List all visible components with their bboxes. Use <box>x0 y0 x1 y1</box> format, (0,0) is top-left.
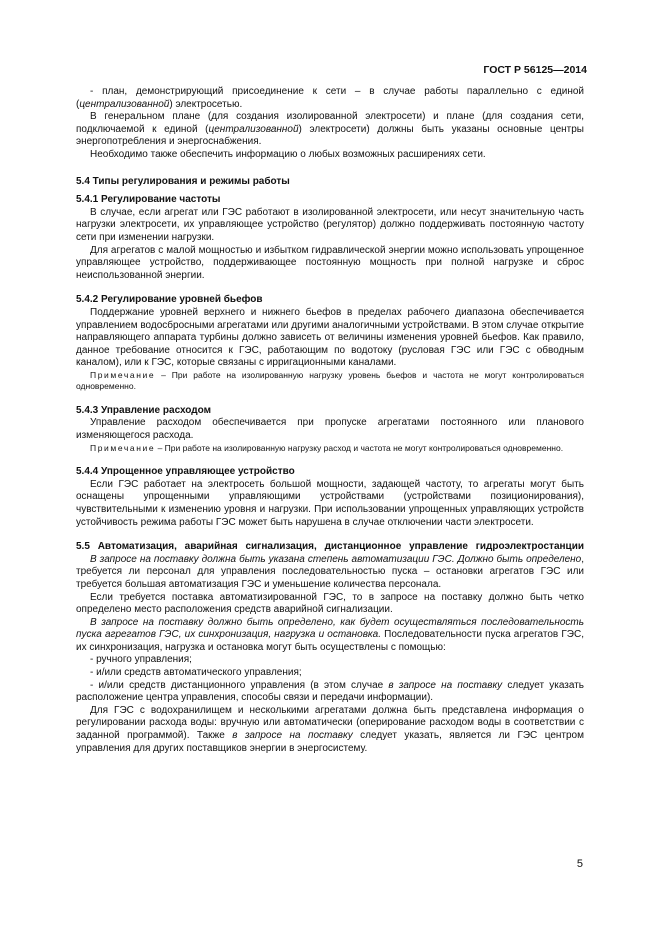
section-5-4-1-paragraph-1: В случае, если агрегат или ГЭС работают в изолированной электросети, или несут значительную часть нагрузки электросети, их управляющее устройство (регулятор) должно поддерживать постоянную частоту сети при изменении нагрузки. <box>76 206 584 243</box>
list-item: - ручного управления; <box>90 654 192 666</box>
section-5-4-2-title: 5.4.2 Регулирование уровней бьефов <box>76 294 263 306</box>
intro-paragraph-2: В генеральном плане (для создания изолированной электросети) и плане (для создания сети, подключаемой к единой (централизованной) электросети) должны быть указаны основные центры энергопотребления и энергоснабжения. <box>76 111 584 148</box>
section-5-4-2-paragraph-1: Поддержание уровней верхнего и нижнего бьефов в пределах рабочего диапазона обеспечивается управлением водосбросными агрегатами или другими аналогичными устройствами. В этом случае открытие направляющего аппарата турбины должно зависеть от величины изменения уровней бьефов. Как правило, данное требование относится к ГЭС, работающим по водотоку (русловая ГЭС или ГЭС с обводным каналом), или к ГЭС, которые связаны с ирригационными каналами. <box>76 306 584 369</box>
section-5-4-1-title: 5.4.1 Регулирование частоты <box>76 194 221 206</box>
section-5-4-4-title: 5.4.4 Упрощенное управляющее устройство <box>76 466 295 478</box>
document-code: ГОСТ Р 56125—2014 <box>483 64 587 76</box>
note-label: Примечание <box>90 369 156 380</box>
section-5-4-3-paragraph-1: Управление расходом обеспечивается при пропуске агрегатами постоянного или планового изменяющегося расхода. <box>76 417 584 442</box>
page-number: 5 <box>576 858 583 870</box>
list-item: - и/или средств автоматического управления; <box>90 667 302 679</box>
section-5-4-title: 5.4 Типы регулирования и режимы работы <box>76 175 290 187</box>
section-5-4-1-paragraph-2: Для агрегатов с малой мощностью и избытком гидравлической энергии можно использовать упрощенное управляющее устройство, поддерживающее постоянную мощность при полной нагрузке и сброс неиспользованной энергии. <box>76 244 584 281</box>
section-5-4-4-paragraph-1: Если ГЭС работает на электросеть большой мощности, задающей частоту, то агрегаты могут быть оснащены упрощенными управляющими устройствами (устройствами позиционирования), чувствительными к изменению уровня и нагрузки. При использовании упрощенных управляющих устройств устойчивость режима работы ГЭС может быть нарушена в случае отключении части электросети. <box>76 478 584 528</box>
section-5-5-paragraph-4: Для ГЭС с водохранилищем и несколькими агрегатами должна быть представлена информация о регулировании расхода воды: вручную или автоматически (оперирование расходом воды в соответствии с заданной программой). Также в запросе на поставку следует указать, является ли ГЭС центром управления для других поставщиков энергии в энергосистему. <box>76 704 584 754</box>
page-content <box>76 86 584 755</box>
section-5-5-paragraph-2: Если требуется поставка автоматизированной ГЭС, то в запросе на поставку должно быть четко определено место расположения средств аварийной сигнализации. <box>76 591 584 616</box>
section-5-4-3-title: 5.4.3 Управление расходом <box>76 404 212 416</box>
section-5-5-paragraph-3: В запросе на поставку должно быть определено, как будет осуществляться последовательность пуска агрегатов ГЭС, их синхронизация, нагрузка и остановка. Последовательности пуска агрегатов ГЭС, их синхронизация, нагрузка и остановка могут быть осуществлены с помощью: <box>76 616 584 653</box>
intro-paragraph-1: - план, демонстрирующий присоединение к сети – в случае работы параллельно с единой (централизованной) электросетью. <box>76 86 584 110</box>
section-5-5-title: 5.5 Автоматизация, аварийная сигнализация, дистанционное управление гидроэлектростанции <box>76 541 584 553</box>
section-5-4-3-note: Примечание – При работе на изолированную нагрузку расход и частота не могут контролироваться одновременно. <box>90 442 564 453</box>
section-5-5-paragraph-1: В запросе на поставку должна быть указана степень автоматизации ГЭС. Должно быть определено, требуется ли персонал для управления последовательностью пуска – остановки агрегатов ГЭС или требуется большая автоматизация ГЭС и уменьшение количества персонала. <box>76 553 584 590</box>
list-item: - и/или средств дистанционного управления (в этом случае в запросе на поставку следует указать расположение центра управления, способы связи и передачи информации). <box>76 679 585 704</box>
section-5-4-2-note: Примечание – При работе на изолированную нагрузку уровень бьефов и частота не могут контролироваться одновременно. <box>76 369 584 392</box>
note-label: Примечание <box>90 442 156 453</box>
intro-paragraph-3: Необходимо также обеспечить информацию о любых возможных расширениях сети. <box>90 148 486 160</box>
